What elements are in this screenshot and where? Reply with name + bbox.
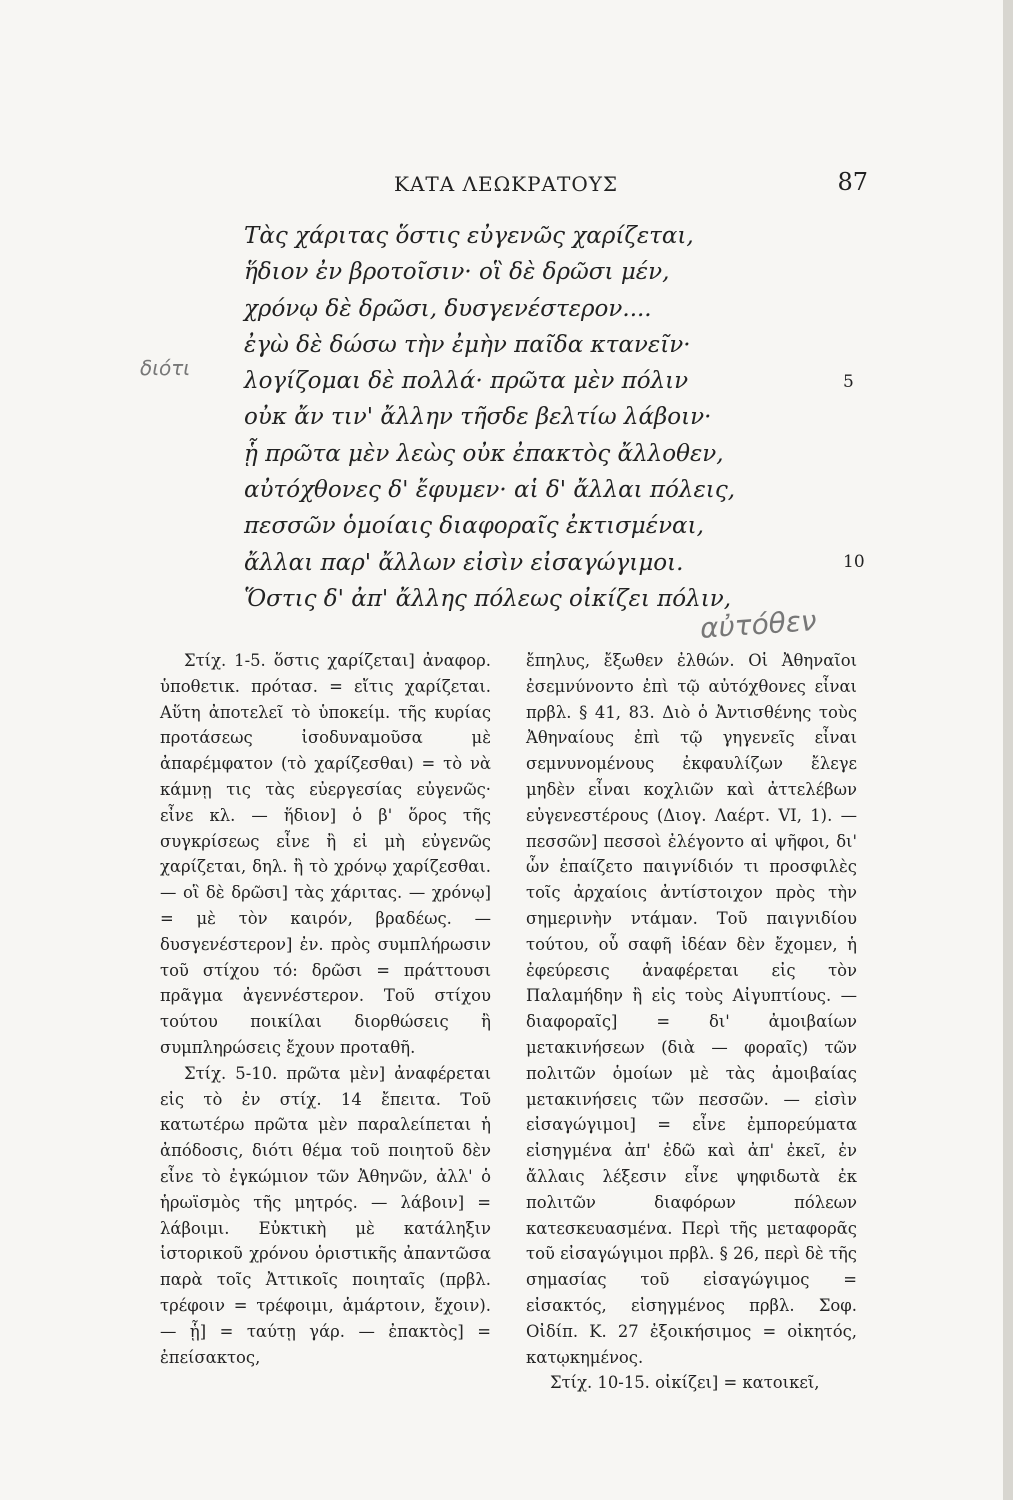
handwritten-note-right: αὐτόθεν: [698, 603, 818, 646]
page-header: [150, 168, 868, 202]
line-number-5: 5: [843, 372, 854, 392]
page-number: 87: [837, 168, 868, 196]
verse-line: πεσσῶν ὁμοίαις διαφοραῖς ἐκτισμέναι,: [244, 513, 704, 540]
verse-block: [244, 218, 844, 617]
commentary-paragraph: Στίχ. 1-5. ὅστις χαρίζεται] ἀναφορ. ὑποθετικ. πρότασ. = εἴτις χαρίζεται. Αὕτη ἀποτελεῖ τὸ ὑποκείμ. τῆς κυρίας προτάσεως ἰσοδυναμοῦσα μὲ ἀπαρέμφατον (τὸ χαρίζεσθαι) = τὸ νὰ κάμνῃ τις τὰς εὐεργεσίας εὐγενῶς· εἶνε κλ. — ἥδιον] ὁ β' ὅρος τῆς συγκρίσεως εἶνε ἢ εἰ μὴ εὐγενῶς χαρίζεται, δηλ. ἢ τὸ χρόνῳ χαρίζεσθαι. — οἳ δὲ δρῶσι] τὰς χάριτας. — χρόνῳ] = μὲ τὸν καιρόν, βραδέως. — δυσγενέστερον] ἐν. πρὸς συμπλήρωσιν τοῦ στίχου τό: δρῶσι = πράττουσι πρᾶγμα ἀγεννέστερον. Τοῦ στίχου τούτου ποικίλαι διορθώσεις ἢ συμπληρώσεις ἔχουν προταθῆ.: [160, 651, 491, 1057]
verse-line: ἄλλαι παρ' ἄλλων εἰσὶν εἰσαγώγιμοι.: [244, 549, 684, 576]
running-title: ΚΑΤΑ ΛΕΩΚΡΑΤΟΥΣ: [394, 172, 619, 196]
verse-line: Τὰς χάριτας ὅστις εὐγενῶς χαρίζεται,: [244, 223, 694, 249]
verse-line: ᾗ πρῶτα μὲν λεὼς οὐκ ἐπακτὸς ἄλλοθεν,: [244, 440, 724, 467]
line-number-10: 10: [843, 552, 865, 572]
commentary-left-column: [160, 648, 491, 1370]
page-edge: [1003, 0, 1013, 1500]
verse-line: λογίζομαι δὲ πολλά· πρῶτα μὲν πόλιν: [244, 368, 689, 395]
verse-line: ἥδιον ἐν βροτοῖσιν· οἳ δὲ δρῶσι μέν,: [244, 259, 670, 286]
commentary-paragraph: Στίχ. 10-15. οἰκίζει] = κατοικεῖ,: [550, 1373, 820, 1393]
commentary-paragraph: Στίχ. 5-10. πρῶτα μὲν] ἀναφέρεται εἰς τὸ ἐν στίχ. 14 ἔπειτα. Τοῦ κατωτέρω πρῶτα μὲν παραλείπεται ἡ ἀπόδοσις, διότι θέμα τοῦ ποιητοῦ δὲν εἶνε τὸ ἐγκώμιον τῶν Ἀθηνῶν, ἀλλ' ὁ ἡρωϊσμὸς τῆς μητρός. — λάβοιν] = λάβοιμι. Εὐκτικὴ μὲ κατάληξιν ἱστορικοῦ χρόνου ὁριστικῆς ἀπαντῶσα παρὰ τοῖς Ἀττικοῖς ποιηταῖς (πρβλ. τρέφοιν = τρέφοιμι, ἁμάρτοιν, ἔχοιν). — ᾗ] = ταύτῃ γάρ. — ἐπακτὸς] = ἐπείσακτος,: [160, 1063, 491, 1367]
commentary-paragraph: ἔπηλυς, ἔξωθεν ἐλθών. Οἱ Ἀθηναῖοι ἐσεμνύνοντο ἐπὶ τῷ αὐτόχθονες εἶναι πρβλ. § 41, 83. Διὸ ὁ Ἀντισθένης τοὺς Ἀθηναίους ἐπὶ τῷ γηγενεῖς εἶναι σεμνυνομένους ἐκφαυλίζων ἔλεγε μηδὲν εἶναι κοχλιῶν καὶ ἀττελέβων εὐγενεστέρους (Διογ. Λαέρτ. VI, 1). — πεσσῶν] πεσσοὶ ἐλέγοντο αἱ ψῆφοι, δι' ὧν ἐπαίζετο παιγνίδιόν τι προσφιλὲς τοῖς ἀρχαίοις ἀντίστοιχον πρὸς τὴν σημερινὴν ντάμαν. Τοῦ παιγνιδίου τούτου, οὗ σαφῆ ἰδέαν δὲν ἔχομεν, ἡ ἐφεύρεσις ἀναφέρεται εἰς τὸν Παλαμήδην ἢ εἰς τοὺς Αἰγυπτίους. — διαφοραῖς] = δι' ἀμοιβαίων μετακινήσεων (διὰ — φοραῖς) τῶν πολιτῶν ὁμοίων μὲ τὰς ἀμοιβαίας μετακινήσεις τῶν πεσσῶν. — εἰσὶν εἰσαγώγιμοι] = εἶνε ἐμπορεύματα εἰσηγμένα ἀπ' ἐδῶ καὶ ἀπ' ἐκεῖ, ἐν ἄλλαις λέξεσιν εἶνε ψηφιδωτὰ ἐκ πολιτῶν διαφόρων πόλεων κατεσκευασμένα. Περὶ τῆς μεταφορᾶς τοῦ εἰσαγώγιμοι πρβλ. § 26, περὶ δὲ τῆς σημασίας τοῦ εἰσαγώγιμος = εἰσακτός, εἰσηγμένος πρβλ. Σοφ. Οἰδίπ. Κ. 27 ἐξοικήσιμος = οἰκητός, κατῳκημένος.: [526, 651, 857, 1367]
verse-line: ἐγὼ δὲ δώσω τὴν ἐμὴν παῖδα κτανεῖν·: [244, 331, 691, 358]
verse-line: οὐκ ἄν τιν' ἄλλην τῆσδε βελτίω λάβοιν·: [244, 404, 712, 431]
verse-line: Ὅστις δ' ἀπ' ἄλλης πόλεως οἰκίζει πόλιν,: [244, 585, 732, 612]
verse-line: χρόνῳ δὲ δρῶσι, δυσγενέστερον....: [244, 295, 652, 322]
handwritten-note-left: διότι: [140, 356, 191, 380]
commentary-right-column: [526, 648, 857, 1396]
verse-line: αὐτόχθονες δ' ἔφυμεν· αἱ δ' ἄλλαι πόλεις,: [244, 477, 736, 504]
